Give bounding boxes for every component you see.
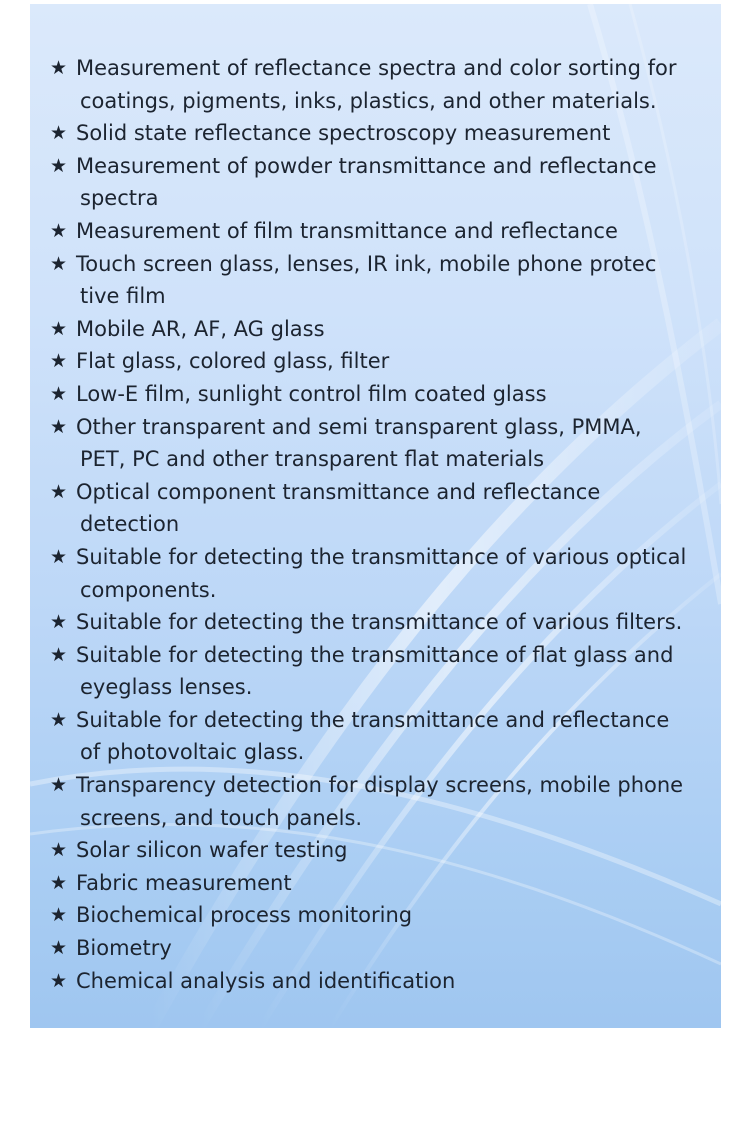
feature-text-line: Suitable for detecting the transmittance of various optical	[76, 544, 687, 569]
feature-text-line: Other transparent and semi transparent glass, PMMA,	[76, 414, 642, 439]
star-icon: ★	[50, 774, 68, 797]
feature-item	[50, 639, 715, 704]
feature-text-line: Low-E film, sunlight control film coated glass	[76, 381, 547, 406]
feature-text-line: Measurement of film transmittance and reflectance	[76, 218, 618, 243]
feature-text-line: Fabric measurement	[76, 870, 292, 895]
star-icon: ★	[50, 252, 68, 275]
feature-text-line: Suitable for detecting the transmittance of flat glass and	[76, 642, 674, 667]
feature-item	[50, 378, 715, 411]
feature-text-line: Solid state reflectance spectroscopy measurement	[76, 121, 611, 146]
feature-text-line: eyeglass lenses.	[80, 675, 253, 700]
star-icon: ★	[50, 480, 68, 503]
feature-item	[50, 965, 715, 998]
feature-text-line: spectra	[80, 186, 159, 211]
feature-text-line: tive film	[80, 284, 166, 309]
feature-text-line: Mobile AR, AF, AG glass	[76, 316, 325, 341]
feature-text-line: Transparency detection for display screens, mobile phone	[76, 773, 684, 798]
feature-item	[50, 52, 715, 117]
feature-item	[50, 541, 715, 606]
feature-item	[50, 899, 715, 932]
feature-item	[50, 704, 715, 769]
star-icon: ★	[50, 969, 68, 992]
feature-item	[50, 769, 715, 834]
star-icon: ★	[50, 904, 68, 927]
feature-item	[50, 476, 715, 541]
feature-text-line: Touch screen glass, lenses, IR ink, mobile phone protec	[76, 251, 657, 276]
star-icon: ★	[50, 219, 68, 242]
star-icon: ★	[50, 57, 68, 79]
feature-text-line: coatings, pigments, inks, plastics, and other materials.	[80, 88, 657, 113]
feature-text-line: of photovoltaic glass.	[80, 740, 305, 765]
feature-item	[50, 932, 715, 965]
feature-item	[50, 606, 715, 639]
feature-text-line: detection	[80, 512, 180, 537]
star-icon: ★	[50, 708, 68, 731]
feature-text-line: Flat glass, colored glass, filter	[76, 349, 390, 374]
star-icon: ★	[50, 122, 68, 145]
feature-text-line: Biochemical process monitoring	[76, 903, 413, 928]
feature-text-line: components.	[80, 577, 217, 602]
feature-text-line: Suitable for detecting the transmittance of various filters.	[76, 610, 683, 635]
feature-item	[50, 313, 715, 346]
feature-item	[50, 834, 715, 867]
feature-text-line: Biometry	[76, 936, 172, 961]
star-icon: ★	[50, 611, 68, 634]
feature-text-line: Measurement of powder transmittance and reflectance	[76, 153, 657, 178]
feature-item	[50, 411, 715, 476]
feature-text-line: Optical component transmittance and reflectance	[76, 479, 601, 504]
feature-text-line: Measurement of reflectance spectra and color sorting for	[76, 56, 677, 80]
feature-list	[50, 52, 715, 997]
feature-text-line: screens, and touch panels.	[80, 805, 363, 830]
feature-item	[50, 117, 715, 150]
star-icon: ★	[50, 382, 68, 405]
star-icon: ★	[50, 643, 68, 666]
star-icon: ★	[50, 154, 68, 177]
feature-item	[50, 150, 715, 215]
feature-text-line: Chemical analysis and identification	[76, 968, 456, 993]
star-icon: ★	[50, 839, 68, 862]
feature-item	[50, 215, 715, 248]
feature-panel	[30, 4, 721, 1028]
star-icon: ★	[50, 937, 68, 960]
feature-text-line: PET, PC and other transparent flat materials	[80, 447, 545, 472]
feature-item	[50, 867, 715, 900]
star-icon: ★	[50, 871, 68, 894]
feature-text-line: Solar silicon wafer testing	[76, 838, 348, 863]
feature-text-line: Suitable for detecting the transmittance and reflectance	[76, 707, 670, 732]
star-icon: ★	[50, 545, 68, 568]
star-icon: ★	[50, 350, 68, 373]
feature-item	[50, 345, 715, 378]
star-icon: ★	[50, 415, 68, 438]
feature-item	[50, 248, 715, 313]
star-icon: ★	[50, 317, 68, 340]
